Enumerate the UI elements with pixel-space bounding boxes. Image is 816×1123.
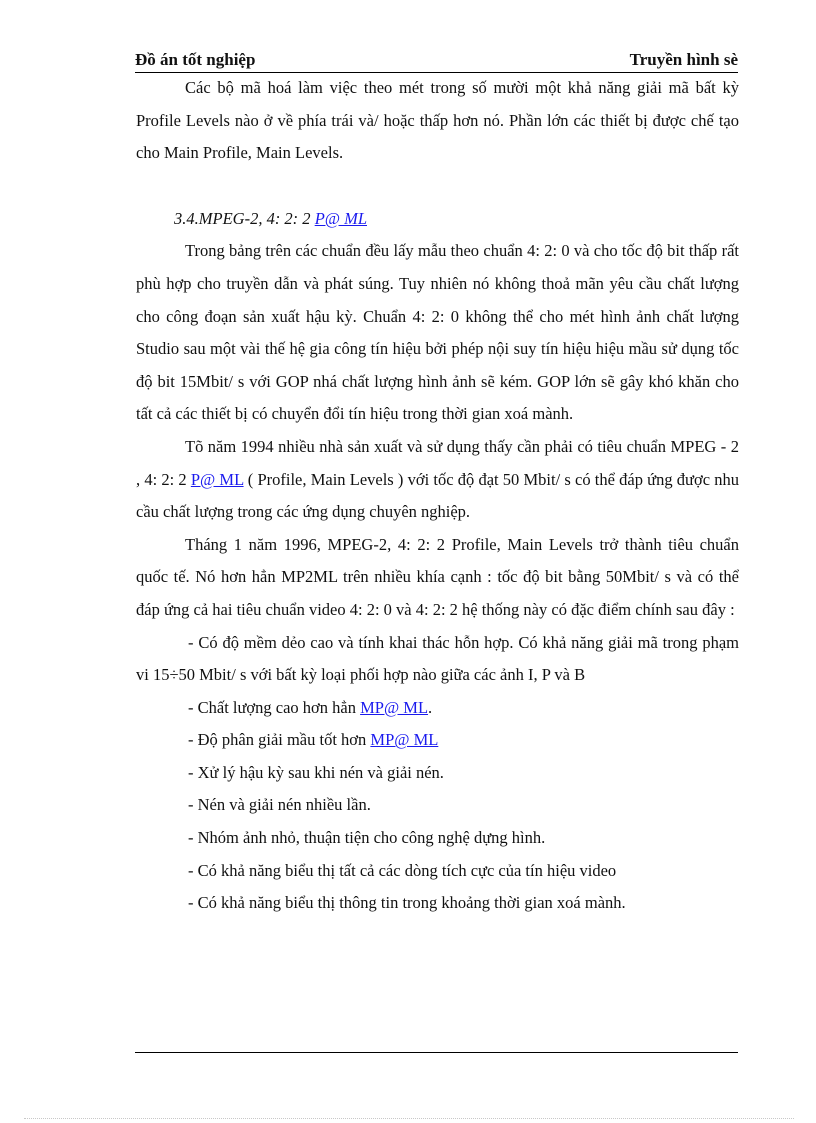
- page-bottom-edge: [24, 1118, 794, 1119]
- bullet-resolution-link[interactable]: MP@ ML: [370, 730, 439, 750]
- bullet-resolution-text: - Độ phân giải mầu tốt hơn: [188, 730, 371, 750]
- bullet-quality-link[interactable]: MP@ ML: [360, 697, 429, 717]
- bullet-item-flexibility: - Có độ mềm dẻo cao và tính khai thác hỗn hợp. Có khả năng giải mã trong phạm vi 15÷50 Mbit/ s với bất kỳ loại phối hợp nào giữa các ảnh I, P và B: [136, 632, 739, 685]
- bullet-item-quality: [136, 692, 739, 725]
- history-link[interactable]: P@ ML: [190, 469, 244, 489]
- bullet-item-small-gop: - Nhóm ảnh nhỏ, thuận tiện cho công nghệ dựng hình.: [188, 828, 546, 848]
- document-body: [136, 72, 739, 920]
- section-heading: [136, 203, 739, 236]
- paragraph-sampling: Trong bảng trên các chuẩn đều lấy mẫu theo chuẩn 4: 2: 0 và cho tốc độ bit thấp rất phù hợp cho truyền dẫn và phát súng. Tuy nhiên nó không thoả mãn yêu cầu chất lượng cho công đoạn sản xuất hậu kỳ. Chuẩn 4: 2: 0 không thể cho mét hình ảnh chất lượng Studio sau một vài thế hệ gia công tín hiệu bởi phép nội suy tín hiệu hiệu mầu sử dụng tốc độ bit 15Mbit/ s với GOP nhá chất lượng hình ảnh sẽ kém. GOP lớn sẽ gây khó khăn cho tất cả các thiết bị có chuyển đổi tín hiệu trong thời gian xoá mành.: [136, 241, 739, 424]
- bullet-item-active-lines: - Có khả năng biểu thị tất cả các dòng tích cực của tín hiệu video: [188, 860, 617, 880]
- section-heading-text: 3.4.MPEG-2, 4: 2: 2: [174, 208, 315, 228]
- bullet-item-resolution: [136, 724, 739, 757]
- bullet-item-postprocessing: - Xử lý hậu kỳ sau khi nén và giải nén.: [188, 762, 444, 782]
- bullet-quality-period: .: [428, 697, 433, 717]
- page-header: [135, 48, 738, 73]
- history-text-b: ( Profile, Main Levels ) với tốc độ đạt 50 Mbit/ s có thể đáp ứng được nhu cầu chất lượng trong các ứng dụng chuyên nghiệp.: [136, 469, 740, 522]
- header-title-right: Truyền hình sè: [629, 50, 738, 69]
- bullet-quality-text: - Chất lượng cao hơn hẳn: [188, 697, 361, 717]
- paragraph-history: [136, 431, 739, 529]
- section-heading-link[interactable]: P@ ML: [314, 208, 367, 228]
- paragraph-intro: Các bộ mã hoá làm việc theo mét trong số mười một khả năng giải mã bất kỳ Profile Levels nào ở về phía trái và/ hoặc thấp hơn nó. Phần lớn các thiết bị được chế tạo cho Main Profile, Main Levels.: [136, 78, 739, 163]
- paragraph-standard: Tháng 1 năm 1996, MPEG-2, 4: 2: 2 Profile, Main Levels trở thành tiêu chuẩn quốc tế. Nó hơn hẳn MP2ML trên nhiều khía cạnh : tốc độ bit bằng 50Mbit/ s và có thể đáp ứng cả hai tiêu chuẩn video 4: 2: 0 và 4: 2: 2 hệ thống này có đặc điểm chính sau đây :: [136, 534, 739, 619]
- footer-divider: [135, 1052, 738, 1053]
- header-title-left: Đồ án tốt nghiệp: [135, 50, 256, 69]
- bullet-item-multiple-compression: - Nén và giải nén nhiều lần.: [188, 795, 371, 815]
- bullet-item-blanking-info: - Có khả năng biểu thị thông tin trong khoảng thời gian xoá mành.: [188, 893, 626, 913]
- history-text-a: Tõ năm 1994 nhiều nhà sản xuất và sử dụng thấy cần phải có tiêu chuẩn MPEG - 2 , 4: 2: 2: [136, 436, 739, 489]
